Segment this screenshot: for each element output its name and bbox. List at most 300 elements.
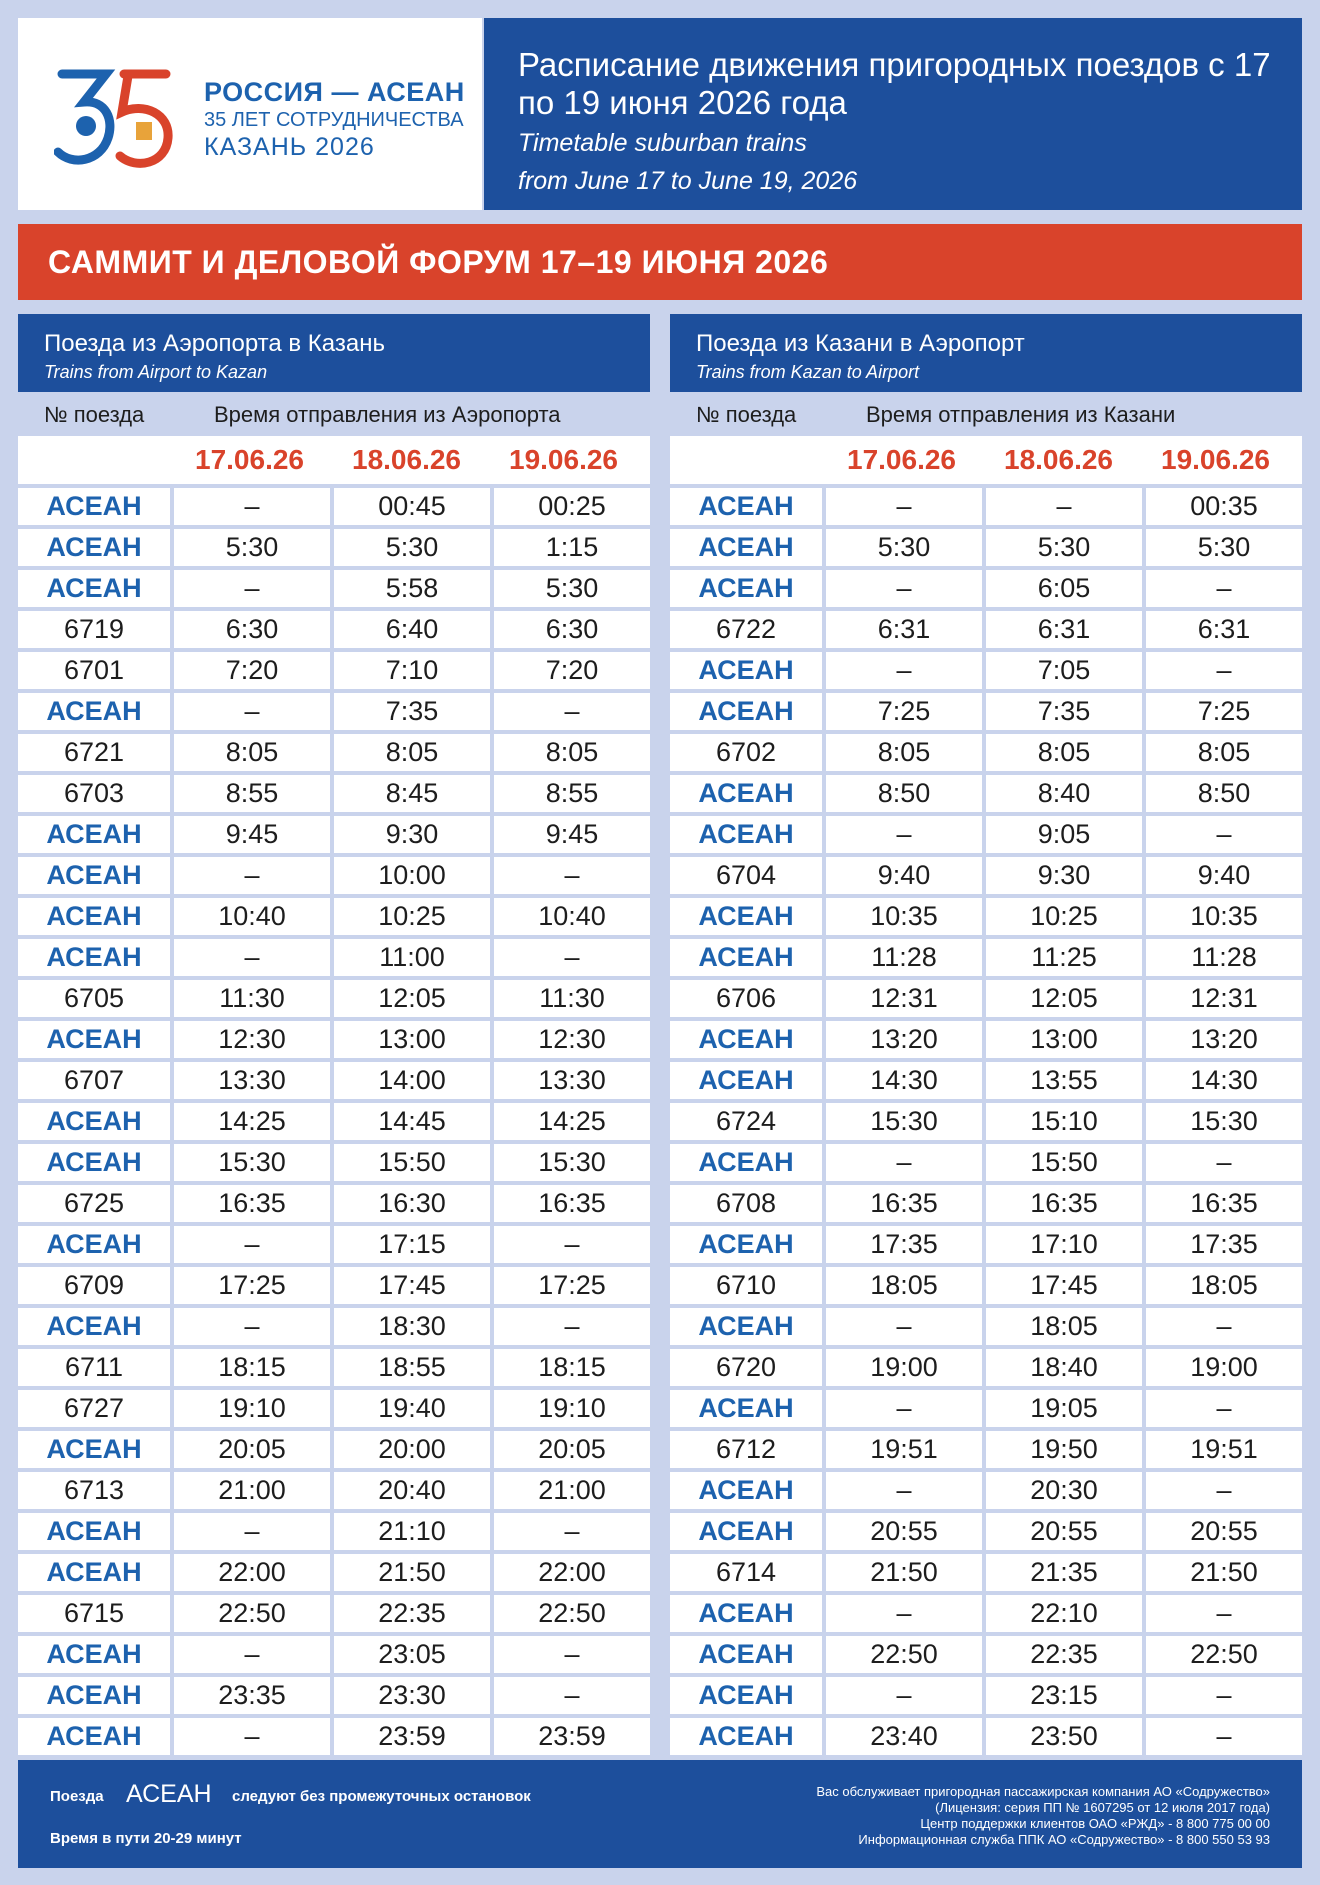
- departure-time-cell: 13:00: [986, 1021, 1142, 1058]
- departure-time-cell: 15:50: [986, 1144, 1142, 1181]
- departure-time-cell: 6:30: [494, 611, 650, 648]
- train-number-cell: АСЕАН: [670, 1595, 822, 1632]
- departure-time-cell: 13:00: [334, 1021, 490, 1058]
- date-header: 19.06.26: [509, 444, 618, 475]
- departure-time-cell: 23:50: [986, 1718, 1142, 1755]
- departure-time-cell: –: [494, 857, 650, 894]
- summit-text: САММИТ И ДЕЛОВОЙ ФОРУМ 17–19 ИЮНЯ 2026: [48, 244, 829, 280]
- departure-time-cell: –: [826, 488, 982, 525]
- table-row: [670, 1677, 1302, 1714]
- departure-time-cell: 00:45: [334, 488, 490, 525]
- date-spacer: [18, 436, 171, 484]
- departure-time-cell: 12:05: [986, 980, 1142, 1017]
- departure-time-cell: 14:25: [494, 1103, 650, 1140]
- train-number-cell: АСЕАН: [670, 529, 822, 566]
- footer-travel-time: Время в пути 20-29 минут: [50, 1830, 242, 1847]
- train-number-cell: АСЕАН: [18, 816, 170, 853]
- train-number-cell: 6709: [18, 1267, 170, 1304]
- date-spacer: [670, 436, 823, 484]
- departure-time-cell: 19:05: [986, 1390, 1142, 1427]
- table-row: [18, 1062, 650, 1099]
- table-row: [18, 734, 650, 771]
- departure-time-cell: 16:35: [494, 1185, 650, 1222]
- table-row: [18, 816, 650, 853]
- train-number-cell: 6712: [670, 1431, 822, 1468]
- train-number-cell: 6706: [670, 980, 822, 1017]
- departure-time-cell: –: [1146, 1595, 1302, 1632]
- departure-time-cell: 11:28: [826, 939, 982, 976]
- page-title: Расписание движения пригородных поездов с 17 по 19 июня 2026 года: [518, 46, 1271, 121]
- anniversary-logo-icon: [54, 64, 178, 174]
- departure-time-cell: 18:30: [334, 1308, 490, 1345]
- departure-time-cell: 22:35: [986, 1636, 1142, 1673]
- departure-time-cell: –: [174, 693, 330, 730]
- departure-time-cell: 13:30: [174, 1062, 330, 1099]
- departure-time-cell: 15:30: [174, 1144, 330, 1181]
- train-number-cell: АСЕАН: [670, 1062, 822, 1099]
- table-row: [18, 1390, 650, 1427]
- train-number-cell: 6701: [18, 652, 170, 689]
- departure-time-cell: 18:55: [334, 1349, 490, 1386]
- train-number-cell: 6724: [670, 1103, 822, 1140]
- departure-time-cell: 11:30: [494, 980, 650, 1017]
- departure-time-cell: 20:40: [334, 1472, 490, 1509]
- departure-time-cell: 17:10: [986, 1226, 1142, 1263]
- departure-time-cell: –: [494, 1308, 650, 1345]
- departure-time-cell: –: [826, 1472, 982, 1509]
- departure-time-cell: 15:50: [334, 1144, 490, 1181]
- departure-time-cell: 19:00: [826, 1349, 982, 1386]
- departure-time-cell: 11:30: [174, 980, 330, 1017]
- table-row: [18, 1595, 650, 1632]
- departure-time-cell: 5:30: [1146, 529, 1302, 566]
- table-row: [18, 939, 650, 976]
- departure-time-cell: 7:05: [986, 652, 1142, 689]
- train-number-cell: АСЕАН: [18, 1431, 170, 1468]
- train-number-cell: АСЕАН: [18, 570, 170, 607]
- table-row: [670, 1513, 1302, 1550]
- table-row: [18, 693, 650, 730]
- departure-time-cell: 9:40: [826, 857, 982, 894]
- departure-time-cell: –: [826, 1595, 982, 1632]
- table-row: [18, 611, 650, 648]
- date-header: 17.06.26: [195, 444, 304, 475]
- train-number-cell: АСЕАН: [18, 488, 170, 525]
- train-number-cell: АСЕАН: [670, 1718, 822, 1755]
- table-row: [670, 1431, 1302, 1468]
- departure-time-cell: –: [986, 488, 1142, 525]
- airport-to-kazan-table: [18, 314, 650, 1759]
- departure-time-cell: 7:25: [1146, 693, 1302, 730]
- departure-time-cell: 10:40: [174, 898, 330, 935]
- departure-time-cell: –: [826, 1677, 982, 1714]
- departure-time-cell: 21:50: [334, 1554, 490, 1591]
- table-row: [670, 1185, 1302, 1222]
- departure-time-cell: –: [826, 652, 982, 689]
- departure-time-cell: 17:35: [1146, 1226, 1302, 1263]
- departure-time-cell: 10:35: [1146, 898, 1302, 935]
- table-row: [18, 1226, 650, 1263]
- departure-time-cell: 22:50: [494, 1595, 650, 1632]
- departure-time-cell: 13:30: [494, 1062, 650, 1099]
- title-en-line1: Timetable suburban trains: [518, 129, 807, 157]
- departure-time-cell: 10:35: [826, 898, 982, 935]
- train-number-cell: АСЕАН: [18, 1636, 170, 1673]
- departure-time-cell: 16:35: [1146, 1185, 1302, 1222]
- departure-time-cell: 18:05: [1146, 1267, 1302, 1304]
- train-number-cell: АСЕАН: [18, 693, 170, 730]
- departure-time-cell: 21:35: [986, 1554, 1142, 1591]
- table-header: [18, 314, 650, 392]
- departure-time-cell: 21:50: [826, 1554, 982, 1591]
- departure-time-cell: 20:00: [334, 1431, 490, 1468]
- table-row: [670, 570, 1302, 607]
- footer-asean-label: АСЕАН: [126, 1780, 212, 1808]
- departure-time-cell: 15:30: [494, 1144, 650, 1181]
- departure-time-cell: 17:25: [174, 1267, 330, 1304]
- train-number-cell: 6721: [18, 734, 170, 771]
- departure-header: Время отправления из Аэропорта: [214, 402, 561, 427]
- table-row: [670, 1267, 1302, 1304]
- logo-subtitle: 35 ЛЕТ СОТРУДНИЧЕСТВА: [204, 109, 464, 132]
- table-row: [670, 1595, 1302, 1632]
- train-number-cell: АСЕАН: [18, 1513, 170, 1550]
- departure-time-cell: 15:10: [986, 1103, 1142, 1140]
- table-row: [18, 1472, 650, 1509]
- departure-time-cell: 15:30: [1146, 1103, 1302, 1140]
- departure-time-cell: –: [174, 1308, 330, 1345]
- train-number-cell: АСЕАН: [670, 939, 822, 976]
- train-number-cell: 6708: [670, 1185, 822, 1222]
- train-number-cell: АСЕАН: [670, 816, 822, 853]
- train-number-cell: АСЕАН: [18, 857, 170, 894]
- departure-time-cell: 21:10: [334, 1513, 490, 1550]
- table-row: [670, 939, 1302, 976]
- train-number-cell: АСЕАН: [18, 1718, 170, 1755]
- departure-time-cell: 23:30: [334, 1677, 490, 1714]
- footer-info-line: Информационная служба ППК АО «Содружество» - 8 800 550 53 93: [858, 1832, 1270, 1847]
- departure-time-cell: 18:40: [986, 1349, 1142, 1386]
- departure-time-cell: 8:55: [174, 775, 330, 812]
- train-number-cell: 6719: [18, 611, 170, 648]
- departure-time-cell: 20:55: [1146, 1513, 1302, 1550]
- departure-time-cell: 5:30: [494, 570, 650, 607]
- departure-time-cell: –: [826, 816, 982, 853]
- departure-time-cell: 14:45: [334, 1103, 490, 1140]
- schedule-rows: [18, 484, 650, 1755]
- footer-no-stops: следуют без промежуточных остановок: [232, 1788, 531, 1805]
- departure-time-cell: 8:05: [334, 734, 490, 771]
- departure-time-cell: 9:30: [334, 816, 490, 853]
- departure-time-cell: 5:30: [334, 529, 490, 566]
- departure-time-cell: 12:30: [494, 1021, 650, 1058]
- train-number-cell: АСЕАН: [670, 775, 822, 812]
- departure-time-cell: 23:05: [334, 1636, 490, 1673]
- departure-time-cell: 00:35: [1146, 488, 1302, 525]
- departure-time-cell: 23:40: [826, 1718, 982, 1755]
- table-row: [670, 816, 1302, 853]
- table-row: [670, 1226, 1302, 1263]
- departure-time-cell: –: [1146, 570, 1302, 607]
- departure-time-cell: 21:50: [1146, 1554, 1302, 1591]
- departure-time-cell: –: [1146, 1144, 1302, 1181]
- table-row: [18, 1513, 650, 1550]
- footer-info-line: Центр поддержки клиентов ОАО «РЖД» - 8 800 775 00 00: [920, 1816, 1270, 1831]
- table-row: [670, 1554, 1302, 1591]
- departure-time-cell: 23:15: [986, 1677, 1142, 1714]
- table-header: [670, 314, 1302, 392]
- departure-time-cell: 22:10: [986, 1595, 1142, 1632]
- schedule-rows: [670, 484, 1302, 1755]
- departure-time-cell: 9:30: [986, 857, 1142, 894]
- departure-time-cell: –: [174, 570, 330, 607]
- departure-time-cell: 12:30: [174, 1021, 330, 1058]
- departure-time-cell: –: [826, 1144, 982, 1181]
- train-number-cell: АСЕАН: [670, 1226, 822, 1263]
- table-row: [18, 1144, 650, 1181]
- departure-time-cell: 8:55: [494, 775, 650, 812]
- departure-time-cell: 5:30: [826, 529, 982, 566]
- departure-time-cell: –: [494, 1636, 650, 1673]
- departure-time-cell: 12:05: [334, 980, 490, 1017]
- departure-time-cell: 20:55: [826, 1513, 982, 1550]
- departure-time-cell: 19:10: [494, 1390, 650, 1427]
- train-number-cell: 6720: [670, 1349, 822, 1386]
- train-number-cell: АСЕАН: [670, 488, 822, 525]
- title-panel: [484, 18, 1302, 210]
- departure-time-cell: 7:35: [334, 693, 490, 730]
- train-number-cell: 6725: [18, 1185, 170, 1222]
- departure-time-cell: –: [826, 1390, 982, 1427]
- table-title-en: Trains from Airport to Kazan: [44, 362, 268, 382]
- train-number-cell: АСЕАН: [18, 1554, 170, 1591]
- train-number-cell: АСЕАН: [670, 1513, 822, 1550]
- departure-time-cell: 11:28: [1146, 939, 1302, 976]
- departure-time-cell: 8:50: [826, 775, 982, 812]
- train-number-cell: АСЕАН: [670, 1636, 822, 1673]
- train-number-cell: 6705: [18, 980, 170, 1017]
- footer: [18, 1760, 1302, 1868]
- logo-text: [204, 76, 465, 162]
- departure-time-cell: 10:00: [334, 857, 490, 894]
- departure-time-cell: 6:31: [986, 611, 1142, 648]
- table-row: [670, 1636, 1302, 1673]
- footer-info: [816, 1784, 1270, 1848]
- departure-time-cell: 8:40: [986, 775, 1142, 812]
- train-number-cell: АСЕАН: [18, 898, 170, 935]
- departure-time-cell: 11:25: [986, 939, 1142, 976]
- departure-time-cell: –: [174, 1226, 330, 1263]
- departure-time-cell: –: [494, 1513, 650, 1550]
- departure-time-cell: –: [1146, 1718, 1302, 1755]
- table-row: [18, 1718, 650, 1755]
- departure-time-cell: 6:31: [1146, 611, 1302, 648]
- departure-time-cell: –: [174, 857, 330, 894]
- departure-time-cell: 18:15: [174, 1349, 330, 1386]
- train-number-cell: АСЕАН: [670, 1308, 822, 1345]
- table-row: [670, 1062, 1302, 1099]
- train-number-cell: АСЕАН: [18, 939, 170, 976]
- departure-time-cell: –: [494, 1677, 650, 1714]
- train-number-cell: АСЕАН: [670, 1390, 822, 1427]
- departure-time-cell: 22:00: [494, 1554, 650, 1591]
- table-row: [670, 1144, 1302, 1181]
- departure-time-cell: 1:15: [494, 529, 650, 566]
- table-row: [670, 1718, 1302, 1755]
- table-row: [18, 652, 650, 689]
- page-title-en: [518, 124, 857, 200]
- logo-city: КАЗАНЬ 2026: [204, 133, 375, 162]
- table-row: [670, 734, 1302, 771]
- table-row: [18, 488, 650, 525]
- departure-time-cell: 8:45: [334, 775, 490, 812]
- departure-time-cell: 19:51: [826, 1431, 982, 1468]
- departure-time-cell: 18:05: [826, 1267, 982, 1304]
- train-number-cell: 6715: [18, 1595, 170, 1632]
- table-row: [18, 1636, 650, 1673]
- departure-time-cell: 14:30: [826, 1062, 982, 1099]
- departure-time-cell: 8:05: [174, 734, 330, 771]
- train-number-cell: 6702: [670, 734, 822, 771]
- table-row: [18, 1349, 650, 1386]
- table-title: Поезда из Аэропорта в Казань: [44, 330, 385, 357]
- departure-time-cell: 16:35: [826, 1185, 982, 1222]
- departure-time-cell: 19:50: [986, 1431, 1142, 1468]
- departure-time-cell: 13:55: [986, 1062, 1142, 1099]
- table-row: [18, 1308, 650, 1345]
- table-row: [18, 570, 650, 607]
- table-row: [670, 1390, 1302, 1427]
- train-number-cell: АСЕАН: [670, 652, 822, 689]
- table-row: [18, 1677, 650, 1714]
- departure-time-cell: 7:35: [986, 693, 1142, 730]
- logo-title: РОССИЯ — АСЕАН: [204, 77, 465, 107]
- departure-time-cell: 9:45: [494, 816, 650, 853]
- departure-time-cell: 19:10: [174, 1390, 330, 1427]
- departure-time-cell: –: [1146, 816, 1302, 853]
- train-number-cell: 6722: [670, 611, 822, 648]
- table-row: [18, 1267, 650, 1304]
- train-number-header: № поезда: [44, 402, 145, 427]
- departure-time-cell: 10:25: [986, 898, 1142, 935]
- train-number-cell: АСЕАН: [670, 1677, 822, 1714]
- departure-time-cell: 7:10: [334, 652, 490, 689]
- train-number-cell: АСЕАН: [670, 1472, 822, 1509]
- departure-time-cell: 23:35: [174, 1677, 330, 1714]
- departure-time-cell: 19:00: [1146, 1349, 1302, 1386]
- departure-time-cell: 18:05: [986, 1308, 1142, 1345]
- departure-time-cell: –: [174, 488, 330, 525]
- departure-time-cell: 22:50: [174, 1595, 330, 1632]
- date-row: [670, 436, 1302, 484]
- table-row: [670, 1103, 1302, 1140]
- title-en-line2: from June 17 to June 19, 2026: [518, 167, 858, 195]
- table-row: [18, 1431, 650, 1468]
- column-headers: [670, 392, 1302, 436]
- footer-info-line: Вас обслуживает пригородная пассажирская компания АО «Содружество»: [816, 1784, 1270, 1799]
- date-header: 19.06.26: [1161, 444, 1270, 475]
- departure-time-cell: 5:30: [174, 529, 330, 566]
- table-row: [670, 1472, 1302, 1509]
- train-number-cell: АСЕАН: [670, 1021, 822, 1058]
- departure-time-cell: –: [174, 1718, 330, 1755]
- departure-time-cell: –: [826, 570, 982, 607]
- table-row: [18, 775, 650, 812]
- table-row: [670, 775, 1302, 812]
- departure-time-cell: –: [826, 1308, 982, 1345]
- table-row: [670, 1308, 1302, 1345]
- departure-time-cell: –: [174, 939, 330, 976]
- table-row: [18, 529, 650, 566]
- train-number-cell: АСЕАН: [670, 1144, 822, 1181]
- departure-time-cell: 8:05: [1146, 734, 1302, 771]
- departure-time-cell: 22:50: [826, 1636, 982, 1673]
- departure-time-cell: 18:15: [494, 1349, 650, 1386]
- departure-time-cell: –: [494, 939, 650, 976]
- table-row: [18, 1103, 650, 1140]
- departure-time-cell: 21:00: [494, 1472, 650, 1509]
- departure-time-cell: 20:30: [986, 1472, 1142, 1509]
- departure-time-cell: 6:30: [174, 611, 330, 648]
- train-number-cell: АСЕАН: [670, 693, 822, 730]
- table-row: [18, 898, 650, 935]
- departure-time-cell: 17:25: [494, 1267, 650, 1304]
- departure-time-cell: 8:05: [826, 734, 982, 771]
- departure-time-cell: 10:25: [334, 898, 490, 935]
- table-row: [670, 529, 1302, 566]
- date-header: 17.06.26: [847, 444, 956, 475]
- departure-time-cell: 7:20: [494, 652, 650, 689]
- departure-time-cell: 23:59: [334, 1718, 490, 1755]
- footer-info-line: (Лицензия: серия ПП № 1607295 от 12 июля 2017 года): [935, 1800, 1270, 1815]
- train-number-cell: АСЕАН: [18, 1677, 170, 1714]
- train-number-cell: АСЕАН: [18, 529, 170, 566]
- departure-time-cell: 7:25: [826, 693, 982, 730]
- departure-time-cell: 14:30: [1146, 1062, 1302, 1099]
- departure-time-cell: 22:50: [1146, 1636, 1302, 1673]
- departure-time-cell: 13:20: [1146, 1021, 1302, 1058]
- departure-time-cell: 16:35: [986, 1185, 1142, 1222]
- train-number-header: № поезда: [696, 402, 797, 427]
- departure-time-cell: 6:05: [986, 570, 1142, 607]
- departure-time-cell: 14:25: [174, 1103, 330, 1140]
- departure-time-cell: 19:40: [334, 1390, 490, 1427]
- departure-time-cell: –: [1146, 1308, 1302, 1345]
- train-number-cell: 6713: [18, 1472, 170, 1509]
- departure-time-cell: –: [1146, 1472, 1302, 1509]
- departure-time-cell: 20:55: [986, 1513, 1142, 1550]
- departure-time-cell: 22:00: [174, 1554, 330, 1591]
- table-title: Поезда из Казани в Аэропорт: [696, 330, 1025, 357]
- departure-time-cell: 12:31: [826, 980, 982, 1017]
- train-number-cell: 6710: [670, 1267, 822, 1304]
- departure-time-cell: 11:00: [334, 939, 490, 976]
- table-row: [18, 1185, 650, 1222]
- departure-header: Время отправления из Казани: [866, 402, 1176, 427]
- train-number-cell: 6707: [18, 1062, 170, 1099]
- departure-time-cell: 20:05: [494, 1431, 650, 1468]
- kazan-to-airport-table: [670, 314, 1302, 1759]
- departure-time-cell: 5:30: [986, 529, 1142, 566]
- departure-time-cell: 9:45: [174, 816, 330, 853]
- departure-time-cell: 23:59: [494, 1718, 650, 1755]
- train-number-cell: АСЕАН: [670, 570, 822, 607]
- departure-time-cell: –: [1146, 1390, 1302, 1427]
- departure-time-cell: 13:20: [826, 1021, 982, 1058]
- train-number-cell: АСЕАН: [18, 1103, 170, 1140]
- date-row: [18, 436, 650, 484]
- summit-banner: [18, 224, 1302, 300]
